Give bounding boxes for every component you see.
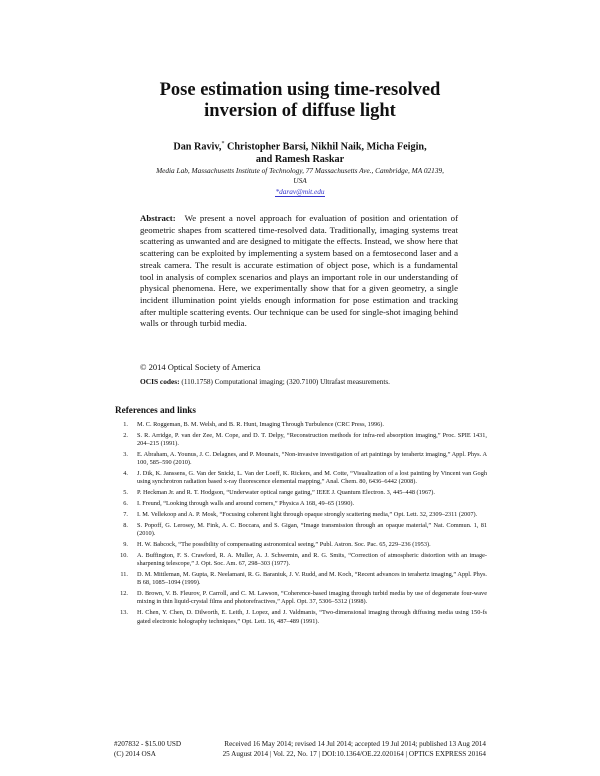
reference-item (115, 421, 487, 429)
author-names-rest: Christopher Barsi, Nikhil Naik, Micha Feigin, (224, 141, 427, 153)
reference-number: 5. (123, 489, 128, 497)
reference-item (115, 571, 487, 587)
reference-item (115, 541, 487, 549)
reference-number: 13. (120, 609, 128, 617)
footer-citation: 25 August 2014 | Vol. 22, No. 17 | DOI:10.1364/OE.22.020164 | OPTICS EXPRESS 20164 (222, 749, 486, 758)
reference-text: P. Heckman Jr. and R. T. Hodgson, “Underwater optical range gating,” IEEE J. Quantum Electron. 3, 445–448 (1967). (137, 489, 435, 497)
references-heading: References and links (115, 405, 196, 415)
reference-text: E. Abraham, A. Younus, J. C. Delagnes, and P. Mounaix, “Non-invasive investigation of art paintings by terahertz imaging,” Appl. Phys. A 100, 585–590 (2010). (137, 451, 487, 467)
reference-number: 4. (123, 470, 128, 478)
author-line-2: and Ramesh Raskar (255, 154, 345, 166)
abstract (140, 213, 458, 330)
reference-text: H. Chen, Y. Chen, D. Dilworth, E. Leith, J. Lopez, and J. Valdmanis, “Two-dimensional imaging through diffusing media using 150-fs gated electronic holography techniques,” Opt. Lett. 16, 487–489 (1991). (137, 609, 487, 625)
reference-item (115, 489, 487, 497)
reference-number: 10. (120, 552, 128, 560)
reference-item (115, 451, 487, 467)
reference-number: 7. (123, 511, 128, 519)
reference-text: S. R. Arridge, P. van der Zee, M. Cope, and D. T. Delpy, “Reconstruction methods for infra-red absorption imaging,” Proc. SPIE 1431, 204–215 (1991). (137, 431, 487, 448)
footer-dates: Received 16 May 2014; revised 14 Jul 2014; accepted 19 Jul 2014; published 13 Aug 2014 (224, 740, 486, 748)
footer-article-id: #207832 - $15.00 USD (114, 740, 182, 748)
reference-number: 2. (123, 431, 128, 439)
author-email-link[interactable] (0, 187, 600, 196)
reference-item (115, 590, 487, 606)
reference-text: S. Popoff, G. Lerosey, M. Fink, A. C. Boccara, and S. Gigan, “Image transmission through an opaque material,” Nat. Commun. 1, 81 (2010). (137, 522, 487, 538)
footer-row-1 (114, 740, 486, 750)
abstract-label: Abstract: (140, 213, 176, 223)
reference-number: 1. (123, 421, 128, 428)
corresponding-author-mark: * (221, 141, 225, 147)
footer-copyright: (C) 2014 OSA (114, 749, 156, 758)
reference-number: 11. (120, 571, 128, 579)
title-line-1: Pose estimation using time-resolved (159, 80, 441, 100)
author-line-1 (0, 138, 600, 153)
abstract-text: We present a novel approach for evaluation of position and orientation of geometric shapes from scattered time-resolved data. Traditionally, imaging systems treat scattering as unwanted and are designed to mitigate the effects. Instead, we show here that scattering can be exploited by implementing a system based on a femtosecond laser and a streak camera. The result is accurate estimation of object pose, which is a fundamental tool in analysis of complex scenarios and plays an important role in our understanding of physical phenomena. Here, we experimentally show that for a given geometry, a single incident illumination point yields enough information for pose estimation and tracking after multiple scattering events. Our technique can be used for single-shot imaging behind walls or through turbid media. (140, 213, 458, 329)
reference-text: J. Dik, K. Janssens, G. Van der Snickt, L. Van der Loeff, K. Rickers, and M. Cotte, “Visualization of a lost painting by Vincent van Gogh using synchrotron radiation based x-ray fluorescence elemental mapping,” Anal. Chem. 80, 6436–6442 (2008). (137, 470, 487, 486)
paper-title (0, 80, 600, 122)
footer-row-2 (114, 750, 486, 760)
reference-text: D. M. Mittleman, M. Gupta, R. Neelamani, R. G. Baraniuk, J. V. Rudd, and M. Koch, “Recent advances in terahertz imaging,” Appl. Phys. B 68, 1085–1094 (1999). (137, 571, 487, 587)
copyright-notice: © 2014 Optical Society of America (140, 362, 261, 372)
reference-number: 6. (123, 500, 128, 508)
reference-item (115, 609, 487, 625)
reference-item (115, 500, 487, 508)
reference-item (115, 432, 487, 448)
reference-text: D. Brown, V. B. Fleurov, P. Carroll, and C. M. Lawson, “Coherence-based imaging through turbid media by use of degenerate four-wave mixing in thin liquid-crystal films and photorefractives,” Appl. Opt. 37, 5306–5312 (1998). (137, 590, 487, 606)
page-footer (114, 740, 486, 759)
reference-text: M. C. Roggeman, B. M. Welsh, and B. R. Hunt, Imaging Through Turbulence (CRC Press, 1996). (137, 421, 384, 428)
title-line-2: inversion of diffuse light (204, 101, 396, 121)
author-email[interactable]: *darav@mit.edu (275, 187, 325, 196)
reference-item (115, 552, 487, 568)
reference-item (115, 511, 487, 519)
ocis-codes (140, 377, 390, 386)
author-dan-raviv: Dan Raviv, (173, 141, 222, 153)
reference-number: 9. (123, 541, 128, 549)
reference-text: I. Freund, “Looking through walls and around corners,” Physica A 168, 49–65 (1990). (137, 500, 355, 508)
reference-number: 8. (123, 522, 128, 530)
reference-item (115, 470, 487, 486)
reference-number: 12. (120, 590, 128, 598)
reference-text: H. W. Babcock, “The possibility of compensating astronomical seeing,” Publ. Astron. Soc. Pac. 65, 229–236 (1953). (137, 541, 431, 549)
author-list (0, 138, 600, 166)
reference-number: 3. (123, 451, 128, 459)
reference-item (115, 522, 487, 538)
reference-text: I. M. Vellekoop and A. P. Mosk, “Focusing coherent light through opaque strongly scattering media,” Opt. Lett. 32, 2309–2311 (2007). (137, 511, 478, 519)
ocis-text: (110.1758) Computational imaging; (320.7100) Ultrafast measurements. (181, 378, 390, 386)
reference-list (115, 421, 487, 629)
reference-text: A. Buffington, F. S. Crawford, R. A. Muller, A. J. Schwemin, and R. G. Smits, “Correction of atmospheric distortion with an image-sharpening telescope,” J. Opt. Soc. Am. 67, 298–303 (1977). (137, 552, 487, 568)
affiliation: Media Lab, Massachusetts Institute of Technology, 77 Massachusetts Ave., Cambridge, MA 02139, USA (156, 166, 444, 185)
ocis-label: OCIS codes: (140, 377, 180, 386)
